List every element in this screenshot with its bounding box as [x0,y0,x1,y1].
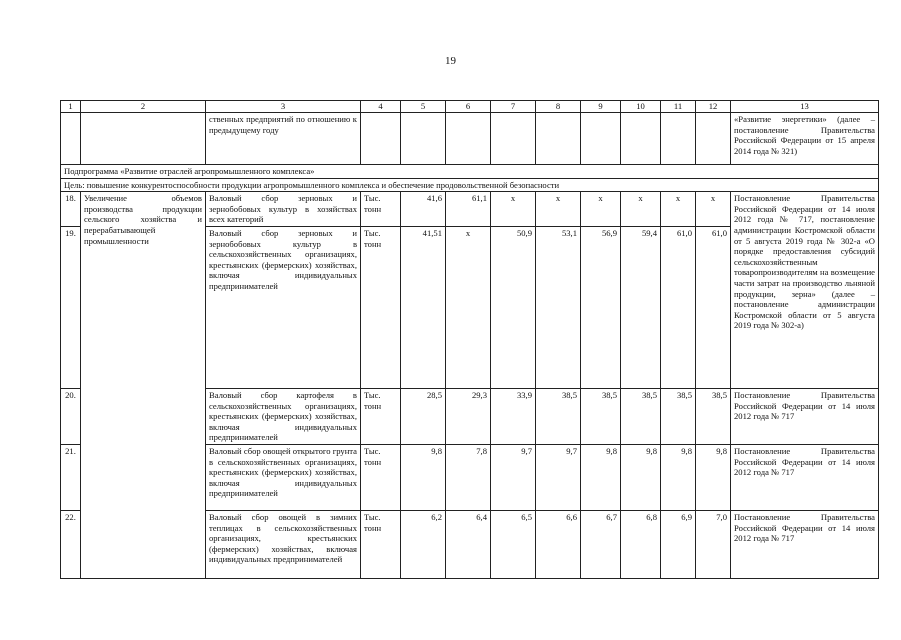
table-row [61,192,879,227]
column-header: 3 [206,101,361,113]
column-header: 9 [581,101,621,113]
value-cell: х [491,192,536,227]
value-cell: 61,1 [446,192,491,227]
unit-cell: Тыс. тонн [361,510,401,578]
value-cell: 6,8 [621,510,661,578]
subprogram-row [61,165,879,179]
basis-cell: Постановление Правительства Российской Федерации от 14 июля 2012 года № 717 [731,444,879,510]
indicators-table [60,100,879,579]
task-cell: Увеличение объемов производства продукции сельского хозяйства и перерабатывающей промышленности [81,192,206,579]
value-cell: х [621,192,661,227]
indicator-name: Валовый сбор овощей открытого грунта в сельскохозяйственных организациях, крестьянских (фермерских) хозяйствах, включая индивидуальных предпринимателей [206,444,361,510]
goal-row [61,178,879,192]
value-cell: 9,7 [536,444,581,510]
continuation-basis: «Развитие энергетики» (далее – постановление Правительства Российской Федерации от 15 апреля 2014 года № 321) [731,113,879,165]
column-number-row [61,101,879,113]
column-header: 2 [81,101,206,113]
value-cell: 6,6 [536,510,581,578]
value-cell: 41,6 [401,192,446,227]
column-header: 6 [446,101,491,113]
value-cell: 38,5 [696,388,731,444]
row-number: 22. [61,510,81,578]
value-cell: 9,8 [661,444,696,510]
row-number: 20. [61,388,81,444]
column-header: 10 [621,101,661,113]
indicator-name: Валовый сбор зерновых и зернобобовых культур в хозяйствах всех категорий [206,192,361,227]
value-cell: 38,5 [581,388,621,444]
value-cell: х [581,192,621,227]
value-cell: 6,4 [446,510,491,578]
continuation-indicator: ственных предприятий по отношению к предыдущему году [206,113,361,165]
value-cell: 6,2 [401,510,446,578]
value-cell: 7,8 [446,444,491,510]
value-cell: 41,51 [401,226,446,388]
indicator-name: Валовый сбор картофеля в сельскохозяйственных организациях, крестьянских (фермерских) хозяйствах, включая индивидуальных предпринимателей [206,388,361,444]
value-cell: 9,8 [621,444,661,510]
value-cell: 6,7 [581,510,621,578]
column-header: 13 [731,101,879,113]
column-header: 4 [361,101,401,113]
value-cell: х [446,226,491,388]
value-cell: х [661,192,696,227]
indicator-name: Валовый сбор овощей в зимних теплицах в сельскохозяйственных организациях, крестьянских (фермерских) хозяйствах, включая индивидуальных предпринимателей [206,510,361,578]
unit-cell: Тыс. тонн [361,226,401,388]
value-cell: 9,8 [401,444,446,510]
value-cell: 61,0 [696,226,731,388]
column-header: 11 [661,101,696,113]
column-header: 5 [401,101,446,113]
value-cell: 9,8 [581,444,621,510]
unit-cell: Тыс. тонн [361,388,401,444]
row-number: 21. [61,444,81,510]
continuation-row [61,113,879,165]
value-cell: 28,5 [401,388,446,444]
goal-title: Цель: повышение конкурентоспособности продукции агропромышленного комплекса и обеспечение продовольственной безопасности [61,178,879,192]
subprogram-title: Подпрограмма «Развитие отраслей агропромышленного комплекса» [61,165,879,179]
page-number: 19 [445,55,456,67]
value-cell: 7,0 [696,510,731,578]
value-cell: 38,5 [621,388,661,444]
column-header: 8 [536,101,581,113]
value-cell: х [696,192,731,227]
column-header: 7 [491,101,536,113]
basis-cell: Постановление Правительства Российской Федерации от 14 июля 2012 года № 717 [731,388,879,444]
value-cell: 9,8 [696,444,731,510]
value-cell: 29,3 [446,388,491,444]
value-cell: 38,5 [661,388,696,444]
value-cell: 9,7 [491,444,536,510]
value-cell: 33,9 [491,388,536,444]
basis-cell: Постановление Правительства Российской Федерации от 14 июля 2012 года № 717, постановление администрации Костромской области от 5 августа 2019 года № 302-а «О порядке предоставления субсидий сельскохозяйственным товаропроизводителям на возмещение части затрат на производство льняной продукции, зерна» (далее – постановление администрации Костромской области от 5 августа 2019 года № 302-а) [731,192,879,389]
unit-cell: Тыс. тонн [361,444,401,510]
value-cell: 6,9 [661,510,696,578]
value-cell: 38,5 [536,388,581,444]
unit-cell: Тыс. тонн [361,192,401,227]
row-number: 18. [61,192,81,227]
basis-cell: Постановление Правительства Российской Федерации от 14 июля 2012 года № 717 [731,510,879,578]
value-cell: х [536,192,581,227]
value-cell: 53,1 [536,226,581,388]
value-cell: 61,0 [661,226,696,388]
column-header: 1 [61,101,81,113]
value-cell: 50,9 [491,226,536,388]
value-cell: 6,5 [491,510,536,578]
value-cell: 56,9 [581,226,621,388]
value-cell: 59,4 [621,226,661,388]
column-header: 12 [696,101,731,113]
indicator-name: Валовый сбор зерновых и зернобобовых культур в сельскохозяйственных организациях, крестьянских (фермерских) хозяйствах, включая индивидуальных предпринимателей [206,226,361,388]
row-number: 19. [61,226,81,388]
